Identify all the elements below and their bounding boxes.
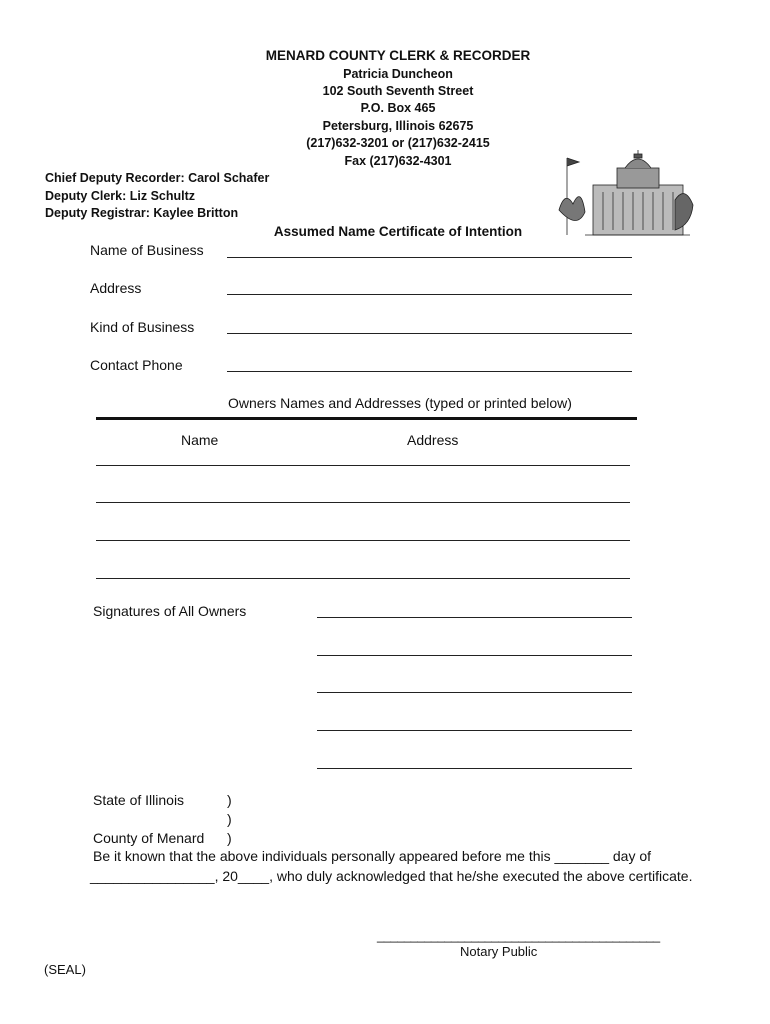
state-label: State of Illinois	[93, 792, 185, 808]
owners-name-column: Name	[181, 432, 219, 448]
signature-line[interactable]	[317, 692, 632, 693]
owners-address-column: Address	[407, 432, 459, 448]
deputy-registrar: Deputy Registrar: Kaylee Britton	[45, 206, 239, 220]
paren-3: )	[227, 830, 232, 846]
paren-1: )	[227, 792, 232, 808]
office-title: MENARD COUNTY CLERK & RECORDER	[265, 48, 531, 63]
signature-line[interactable]	[317, 617, 632, 618]
phone-numbers: (217)632-3201 or (217)632-2415	[306, 136, 490, 150]
signature-line[interactable]	[317, 655, 632, 656]
owners-heading: Owners Names and Addresses (typed or printed below)	[228, 395, 572, 411]
owner-row-line[interactable]	[96, 540, 630, 541]
notary-public-caption: Notary Public	[460, 944, 538, 959]
owner-row-line[interactable]	[96, 502, 630, 503]
signature-line[interactable]	[317, 768, 632, 769]
fax-number: Fax (217)632-4301	[344, 154, 452, 168]
signatures-label: Signatures of All Owners	[93, 603, 247, 619]
owners-divider	[96, 417, 637, 420]
address-label: Address	[90, 280, 142, 296]
chief-deputy-recorder: Chief Deputy Recorder: Carol Schafer	[45, 171, 270, 185]
notary-statement-line2: ________________, 20____, who duly acknowledged that he/she executed the above certificate.	[90, 868, 693, 884]
signature-line[interactable]	[317, 730, 632, 731]
kind-of-business-label: Kind of Business	[90, 319, 195, 335]
city-state-zip: Petersburg, Illinois 62675	[322, 119, 474, 133]
business-name-field[interactable]	[227, 257, 632, 258]
notary-signature-line[interactable]: __________________________________________	[377, 928, 660, 943]
owner-row-line[interactable]	[96, 465, 630, 466]
contact-phone-field[interactable]	[227, 371, 632, 372]
street-address: 102 South Seventh Street	[322, 84, 474, 98]
po-box: P.O. Box 465	[360, 101, 436, 115]
paren-2: )	[227, 811, 232, 827]
contact-phone-label: Contact Phone	[90, 357, 183, 373]
form-title: Assumed Name Certificate of Intention	[273, 224, 523, 239]
address-field[interactable]	[227, 294, 632, 295]
business-name-label: Name of Business	[90, 242, 204, 258]
owner-row-line[interactable]	[96, 578, 630, 579]
clerk-name: Patricia Duncheon	[343, 67, 453, 81]
kind-of-business-field[interactable]	[227, 333, 632, 334]
notary-statement-line1: Be it known that the above individuals personally appeared before me this _______ day of	[93, 848, 652, 864]
seal-label: (SEAL)	[44, 962, 86, 977]
deputy-clerk: Deputy Clerk: Liz Schultz	[45, 189, 196, 203]
county-label: County of Menard	[93, 830, 205, 846]
